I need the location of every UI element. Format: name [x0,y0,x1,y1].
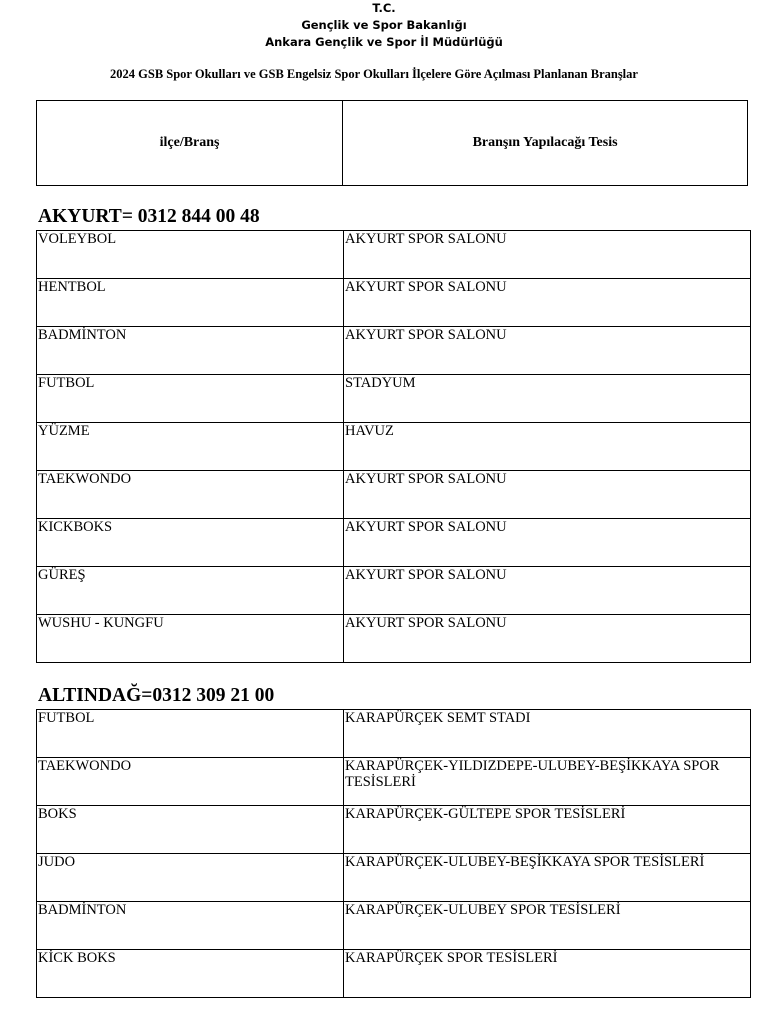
branch-cell: KICKBOKS [37,519,344,567]
table-row [37,950,751,998]
facility-cell: KARAPÜRÇEK SPOR TESİSLERİ [344,950,751,998]
branch-cell: TAEKWONDO [37,758,344,806]
column-header-table [36,100,748,186]
branch-cell: YÜZME [37,423,344,471]
table-row [37,854,751,902]
facility-cell: AKYURT SPOR SALONU [344,615,751,663]
branch-cell: VOLEYBOL [37,231,344,279]
column-header-branch: ilçe/Branş [37,101,343,185]
branch-cell: KİCK BOKS [37,950,344,998]
district-title-akyurt: AKYURT= 0312 844 00 48 [38,206,260,227]
column-header-facility: Branşın Yapılacağı Tesis [472,135,618,150]
facility-cell: KARAPÜRÇEK-GÜLTEPE SPOR TESİSLERİ [344,806,751,854]
header-line-tc: T.C. [372,1,396,15]
table-row [37,902,751,950]
facility-cell: HAVUZ [344,423,751,471]
branch-cell: FUTBOL [37,375,344,423]
facility-cell: KARAPÜRÇEK-ULUBEY-BEŞİKKAYA SPOR TESİSLERİ [344,854,751,902]
facility-cell: AKYURT SPOR SALONU [344,471,751,519]
table-row [37,471,751,519]
facility-cell: KARAPÜRÇEK-ULUBEY SPOR TESİSLERİ [344,902,751,950]
document-title: 2024 GSB Spor Okulları ve GSB Engelsiz Spor Okulları İlçelere Göre Açılması Planlanan Branşlar [110,67,638,81]
facility-cell: AKYURT SPOR SALONU [344,519,751,567]
district-title-altindag: ALTINDAĞ=0312 309 21 00 [38,685,275,706]
facility-cell: KARAPÜRÇEK-YILDIZDEPE-ULUBEY-BEŞİKKAYA SPOR TESİSLERİ [344,758,751,806]
table-row [37,615,751,663]
facility-cell: AKYURT SPOR SALONU [344,567,751,615]
branch-cell: FUTBOL [37,710,344,758]
district-table-akyurt [36,230,751,663]
branch-cell: BADMİNTON [37,902,344,950]
header-ministry: Gençlik ve Spor Bakanlığı [301,18,467,32]
branch-cell: JUDO [37,854,344,902]
branch-cell: BOKS [37,806,344,854]
table-row [37,279,751,327]
table-row [37,423,751,471]
table-row [37,327,751,375]
branch-cell: WUSHU - KUNGFU [37,615,344,663]
facility-cell: KARAPÜRÇEK SEMT STADI [344,710,751,758]
table-row [37,758,751,806]
facility-cell: AKYURT SPOR SALONU [344,279,751,327]
facility-cell: AKYURT SPOR SALONU [344,327,751,375]
table-row [37,806,751,854]
header-directorate: Ankara Gençlik ve Spor İl Müdürlüğü [265,35,503,49]
branch-cell: GÜREŞ [37,567,344,615]
table-row [37,567,751,615]
table-row [37,231,751,279]
branch-cell: HENTBOL [37,279,344,327]
district-table-altindag [36,709,751,998]
table-row [37,375,751,423]
table-row [37,519,751,567]
facility-cell: STADYUM [344,375,751,423]
branch-cell: TAEKWONDO [37,471,344,519]
branch-cell: BADMİNTON [37,327,344,375]
facility-cell: AKYURT SPOR SALONU [344,231,751,279]
table-row [37,710,751,758]
